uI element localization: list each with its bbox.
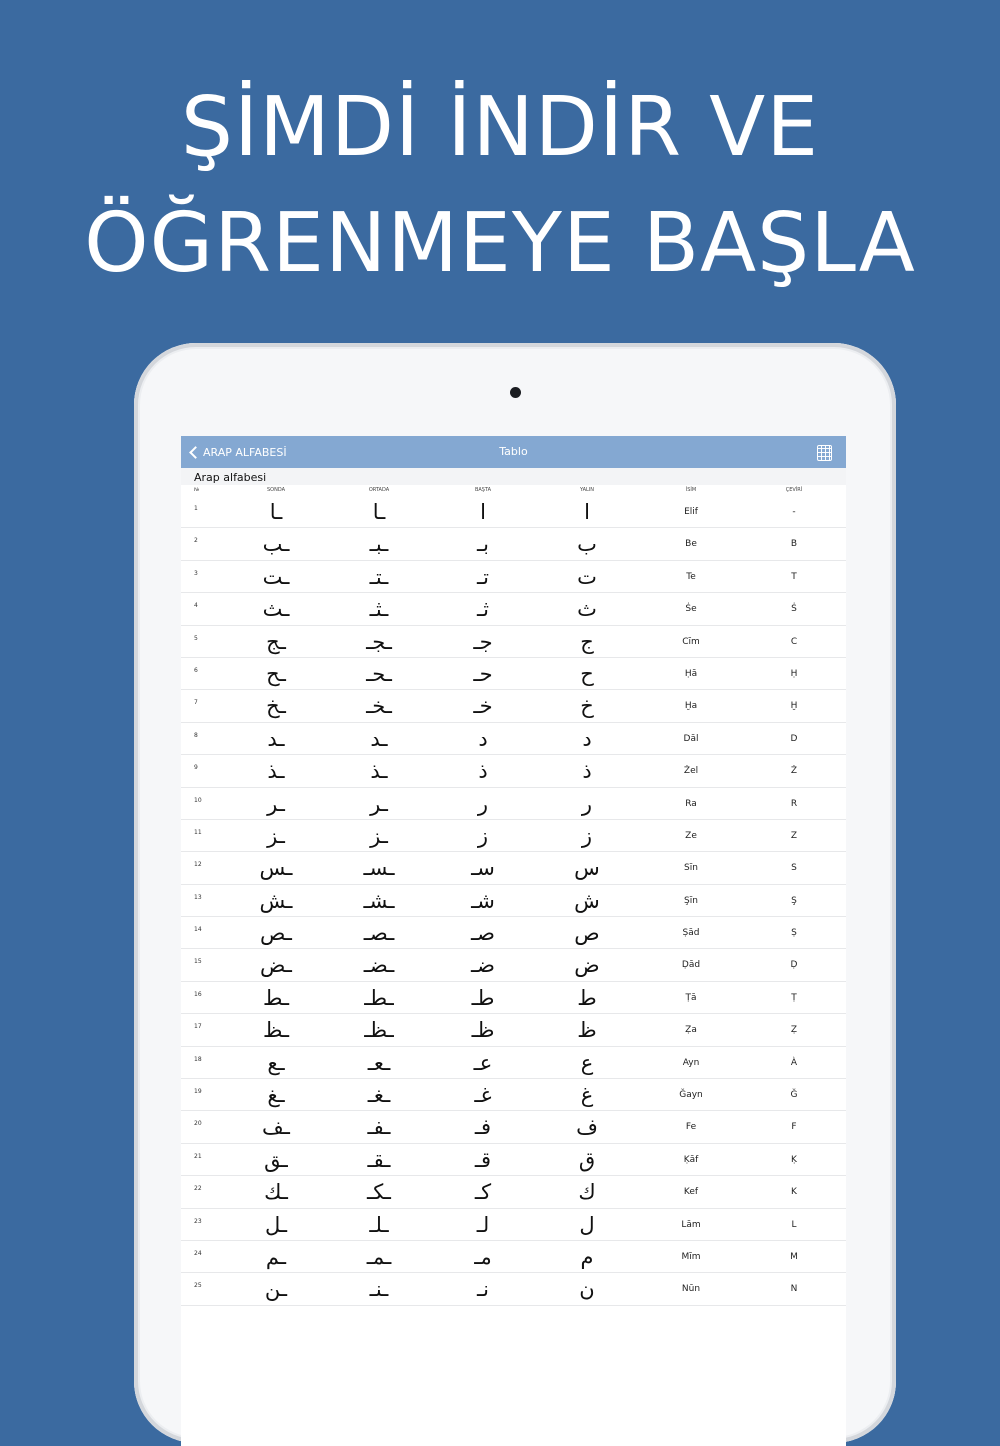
letter-transliteration: K	[791, 1187, 797, 1198]
table-row[interactable]	[181, 626, 846, 658]
table-row[interactable]	[181, 1176, 846, 1208]
row-number: 9	[194, 764, 198, 772]
letter-initial-form: عـ	[473, 1050, 493, 1075]
row-number: 18	[194, 1055, 202, 1063]
row-number: 24	[194, 1249, 202, 1257]
section-title: Arap alfabesi	[181, 468, 846, 485]
letter-final-form: ـب	[262, 532, 290, 557]
back-button-label: ARAP ALFABESİ	[203, 445, 287, 459]
letter-name: Ḥā	[684, 668, 698, 679]
letter-isolated-form: م	[580, 1244, 594, 1269]
letter-medial-form: ـطـ	[364, 985, 394, 1010]
row-number: 4	[194, 602, 198, 610]
app-screen	[181, 436, 846, 1446]
row-number: 12	[194, 861, 202, 869]
table-row[interactable]	[181, 820, 846, 852]
letter-isolated-form: ج	[580, 629, 594, 654]
table-row[interactable]	[181, 1111, 846, 1143]
letter-final-form: ـز	[267, 823, 285, 848]
letter-transliteration: À	[790, 1057, 798, 1068]
letter-name: Ṭā	[685, 992, 697, 1003]
header-col-medial: ORTADA	[368, 487, 390, 493]
letter-name: Mīm	[681, 1251, 701, 1262]
letter-name: Sīn	[684, 863, 698, 874]
letter-name: Cīm	[682, 636, 700, 647]
letter-initial-form: غـ	[474, 1083, 492, 1108]
row-number: 6	[194, 666, 198, 674]
letter-name: Ze	[685, 830, 697, 841]
letter-name: Elif	[684, 507, 698, 517]
letter-initial-form: طـ	[471, 985, 495, 1010]
letter-transliteration: Ḍ	[790, 960, 798, 971]
letter-final-form: ـا	[269, 500, 283, 524]
row-number: 15	[194, 958, 202, 966]
row-number: 10	[194, 796, 202, 804]
letter-initial-form: كـ	[474, 1180, 492, 1205]
table-row[interactable]	[181, 723, 846, 755]
row-number: 11	[194, 828, 202, 836]
letter-medial-form: ـكـ	[367, 1180, 391, 1205]
letter-transliteration: Ş	[791, 895, 797, 906]
letter-initial-form: د	[478, 726, 488, 751]
letter-isolated-form: غ	[580, 1083, 594, 1108]
letter-initial-form: ثـ	[477, 597, 489, 622]
letter-isolated-form: ث	[577, 597, 597, 622]
header-col-translit: ÇEVİRİ	[785, 487, 803, 493]
letter-isolated-form: ذ	[582, 759, 592, 784]
letter-isolated-form: ن	[579, 1277, 595, 1302]
letter-initial-form: قـ	[474, 1147, 492, 1172]
letter-final-form: ـم	[265, 1244, 287, 1269]
letter-initial-form: لـ	[476, 1212, 490, 1237]
letter-medial-form: ـصـ	[363, 921, 395, 946]
letter-isolated-form: ف	[576, 1115, 598, 1140]
letter-transliteration: Ṣ	[791, 928, 797, 939]
letter-initial-form: ز	[477, 823, 489, 848]
letter-initial-form: بـ	[477, 532, 489, 557]
letter-medial-form: ـعـ	[367, 1050, 391, 1075]
letter-final-form: ـص	[260, 921, 292, 946]
letter-isolated-form: ص	[574, 921, 600, 946]
row-number: 14	[194, 926, 202, 934]
table-row[interactable]	[181, 788, 846, 820]
letter-final-form: ـد	[267, 726, 285, 751]
letter-final-form: ـج	[266, 629, 286, 654]
letter-isolated-form: د	[582, 726, 592, 751]
letter-medial-form: ـثـ	[369, 597, 389, 622]
row-number: 25	[194, 1282, 202, 1290]
letter-name: Kef	[683, 1187, 699, 1198]
letter-isolated-form: ا	[584, 500, 590, 524]
letter-final-form: ـع	[267, 1050, 285, 1075]
letter-final-form: ـل	[264, 1212, 288, 1237]
letter-final-form: ـط	[262, 985, 290, 1010]
letter-medial-form: ـظـ	[364, 1018, 394, 1043]
letter-final-form: ـخ	[266, 694, 286, 719]
letter-final-form: ـغ	[267, 1083, 285, 1108]
letter-isolated-form: ض	[574, 953, 600, 978]
letter-final-form: ـت	[262, 564, 290, 589]
letter-medial-form: ـجـ	[366, 629, 392, 654]
letter-medial-form: ـتـ	[369, 564, 389, 589]
table-row[interactable]	[181, 1014, 846, 1046]
letter-medial-form: ـفـ	[367, 1115, 391, 1140]
headline-line-1: ŞİMDİ İNDİR VE	[180, 80, 820, 175]
letter-medial-form: ـذ	[370, 759, 388, 784]
letter-isolated-form: س	[574, 856, 600, 881]
row-number: 1	[194, 505, 198, 512]
letter-initial-form: ذ	[478, 759, 488, 784]
table-row[interactable]	[181, 496, 846, 528]
letter-medial-form: ـشـ	[363, 888, 395, 913]
letter-medial-form: ـمـ	[366, 1244, 392, 1269]
header-col-isolated: YALIN	[579, 487, 595, 493]
table-row[interactable]	[181, 528, 846, 560]
letter-transliteration: Z	[790, 830, 798, 841]
letter-isolated-form: ت	[577, 564, 597, 589]
letter-isolated-form: ل	[579, 1212, 595, 1237]
letter-initial-form: خـ	[473, 694, 493, 719]
letter-name: Ra	[685, 798, 697, 809]
letter-final-form: ـظ	[262, 1018, 290, 1043]
letter-initial-form: ظـ	[471, 1018, 495, 1043]
letter-initial-form: مـ	[474, 1244, 492, 1269]
letter-initial-form: سـ	[471, 856, 495, 881]
row-number: 20	[194, 1120, 202, 1128]
table-row[interactable]	[181, 885, 846, 917]
header-col-number: №	[194, 487, 200, 493]
table-row[interactable]	[181, 755, 846, 787]
letter-name: Fe	[685, 1122, 697, 1133]
letter-initial-form: ر	[477, 791, 489, 816]
row-number: 3	[194, 569, 198, 577]
grid-icon[interactable]	[817, 445, 832, 461]
letter-medial-form: ـا	[372, 500, 386, 524]
letter-initial-form: تـ	[477, 564, 489, 589]
headline-line-2: ÖĞRENMEYE BAŞLA	[84, 196, 916, 291]
letter-initial-form: حـ	[473, 661, 493, 686]
letter-transliteration: D	[790, 733, 798, 744]
table-row[interactable]	[181, 917, 846, 949]
letter-final-form: ـر	[267, 791, 285, 816]
header-col-initial: BAŞTA	[474, 487, 492, 493]
camera-icon	[510, 387, 521, 398]
letter-transliteration: F	[791, 1122, 797, 1133]
letter-final-form: ـك	[264, 1180, 288, 1205]
letter-initial-form: صـ	[471, 921, 495, 946]
table-row[interactable]	[181, 949, 846, 981]
letter-isolated-form: ز	[581, 823, 593, 848]
row-number: 19	[194, 1088, 202, 1096]
letter-medial-form: ـبـ	[369, 532, 389, 557]
row-number: 7	[194, 699, 198, 707]
letter-name: Ḫa	[684, 701, 698, 712]
letter-transliteration: Ẓ	[790, 1025, 798, 1036]
table-row[interactable]	[181, 982, 846, 1014]
letter-medial-form: ـقـ	[367, 1147, 391, 1172]
letter-transliteration: Ḳ	[791, 1154, 797, 1165]
promo-headline	[0, 70, 1000, 302]
letter-name: Ṡe	[685, 604, 697, 615]
letter-name: Ḍād	[681, 960, 701, 971]
alphabet-table	[181, 496, 846, 1306]
letter-final-form: ـف	[262, 1115, 290, 1140]
letter-name: Nūn	[681, 1284, 701, 1295]
letter-medial-form: ـغـ	[367, 1083, 391, 1108]
table-header	[181, 485, 846, 496]
row-number: 23	[194, 1217, 202, 1225]
row-number: 5	[194, 634, 198, 642]
letter-medial-form: ـد	[370, 726, 388, 751]
letter-transliteration: Ż	[790, 766, 798, 777]
letter-name: Ğayn	[679, 1090, 703, 1101]
letter-isolated-form: ر	[581, 791, 593, 816]
letter-transliteration: C	[790, 636, 798, 647]
letter-isolated-form: ظ	[577, 1018, 597, 1043]
table-row[interactable]	[181, 1241, 846, 1273]
row-number: 21	[194, 1152, 202, 1160]
letter-initial-form: نـ	[477, 1277, 489, 1302]
table-row[interactable]	[181, 593, 846, 625]
letter-name: Ṣād	[682, 928, 700, 939]
table-row[interactable]	[181, 1047, 846, 1079]
letter-transliteration: M	[790, 1251, 798, 1262]
letter-isolated-form: ح	[580, 661, 594, 686]
letter-medial-form: ـلـ	[369, 1212, 389, 1237]
letter-isolated-form: ق	[578, 1147, 596, 1172]
table-row[interactable]	[181, 561, 846, 593]
row-number: 13	[194, 893, 202, 901]
letter-medial-form: ـنـ	[369, 1277, 389, 1302]
table-row[interactable]	[181, 852, 846, 884]
row-number: 17	[194, 1023, 202, 1031]
letter-isolated-form: ب	[577, 532, 597, 557]
letter-name: Te	[686, 571, 696, 582]
letter-transliteration: R	[790, 798, 798, 809]
letter-name: Żel	[683, 766, 699, 777]
letter-isolated-form: ط	[577, 985, 597, 1010]
letter-final-form: ـذ	[267, 759, 285, 784]
letter-transliteration: Ṡ	[791, 604, 797, 615]
letter-medial-form: ـضـ	[363, 953, 395, 978]
letter-isolated-form: ع	[580, 1050, 594, 1075]
letter-name: Ḳāf	[683, 1154, 699, 1165]
letter-transliteration: Ğ	[790, 1090, 798, 1101]
table-row[interactable]	[181, 1144, 846, 1176]
letter-medial-form: ـحـ	[366, 661, 392, 686]
letter-initial-form: ا	[480, 500, 486, 524]
letter-medial-form: ـز	[370, 823, 388, 848]
letter-medial-form: ـخـ	[366, 694, 392, 719]
letter-transliteration: L	[791, 1219, 797, 1230]
letter-name: Lām	[681, 1219, 701, 1230]
table-row[interactable]	[181, 690, 846, 722]
letter-final-form: ـث	[262, 597, 290, 622]
table-row[interactable]	[181, 1209, 846, 1241]
letter-initial-form: شـ	[471, 888, 495, 913]
nav-bar	[181, 436, 846, 468]
letter-transliteration: B	[790, 539, 798, 550]
letter-name: Dāl	[683, 733, 699, 744]
letter-transliteration: Ḥ	[790, 668, 798, 679]
row-number: 8	[194, 731, 198, 739]
letter-name: Ayn	[682, 1057, 700, 1068]
letter-final-form: ـس	[259, 856, 293, 881]
letter-transliteration: T	[791, 571, 797, 582]
nav-title: Tablo	[499, 445, 528, 458]
table-row[interactable]	[181, 658, 846, 690]
letter-initial-form: فـ	[474, 1115, 492, 1140]
letter-medial-form: ـسـ	[363, 856, 395, 881]
letter-name: Be	[685, 539, 697, 550]
letter-transliteration: N	[790, 1284, 798, 1295]
letter-isolated-form: ك	[578, 1180, 596, 1205]
letter-name: Ẓa	[685, 1025, 697, 1036]
letter-final-form: ـن	[264, 1277, 288, 1302]
letter-isolated-form: ش	[574, 888, 600, 913]
letter-transliteration: S	[791, 863, 797, 874]
letter-name: Şīn	[684, 895, 698, 906]
header-col-name: İSİM	[685, 487, 697, 493]
letter-initial-form: ضـ	[471, 953, 495, 978]
letter-transliteration: Ṭ	[791, 992, 797, 1003]
letter-final-form: ـق	[264, 1147, 288, 1172]
letter-medial-form: ـر	[370, 791, 388, 816]
tablet-device	[134, 343, 896, 1443]
letter-transliteration: -	[792, 507, 796, 517]
letter-final-form: ـح	[266, 661, 286, 686]
table-row[interactable]	[181, 1273, 846, 1305]
letter-isolated-form: خ	[580, 694, 594, 719]
letter-final-form: ـض	[260, 953, 292, 978]
row-number: 16	[194, 990, 202, 998]
letter-final-form: ـش	[259, 888, 293, 913]
letter-initial-form: جـ	[473, 629, 493, 654]
letter-transliteration: Ḫ	[790, 701, 798, 712]
header-col-final: SONDA	[266, 487, 286, 493]
row-number: 22	[194, 1185, 202, 1193]
row-number: 2	[194, 537, 198, 545]
table-row[interactable]	[181, 1079, 846, 1111]
